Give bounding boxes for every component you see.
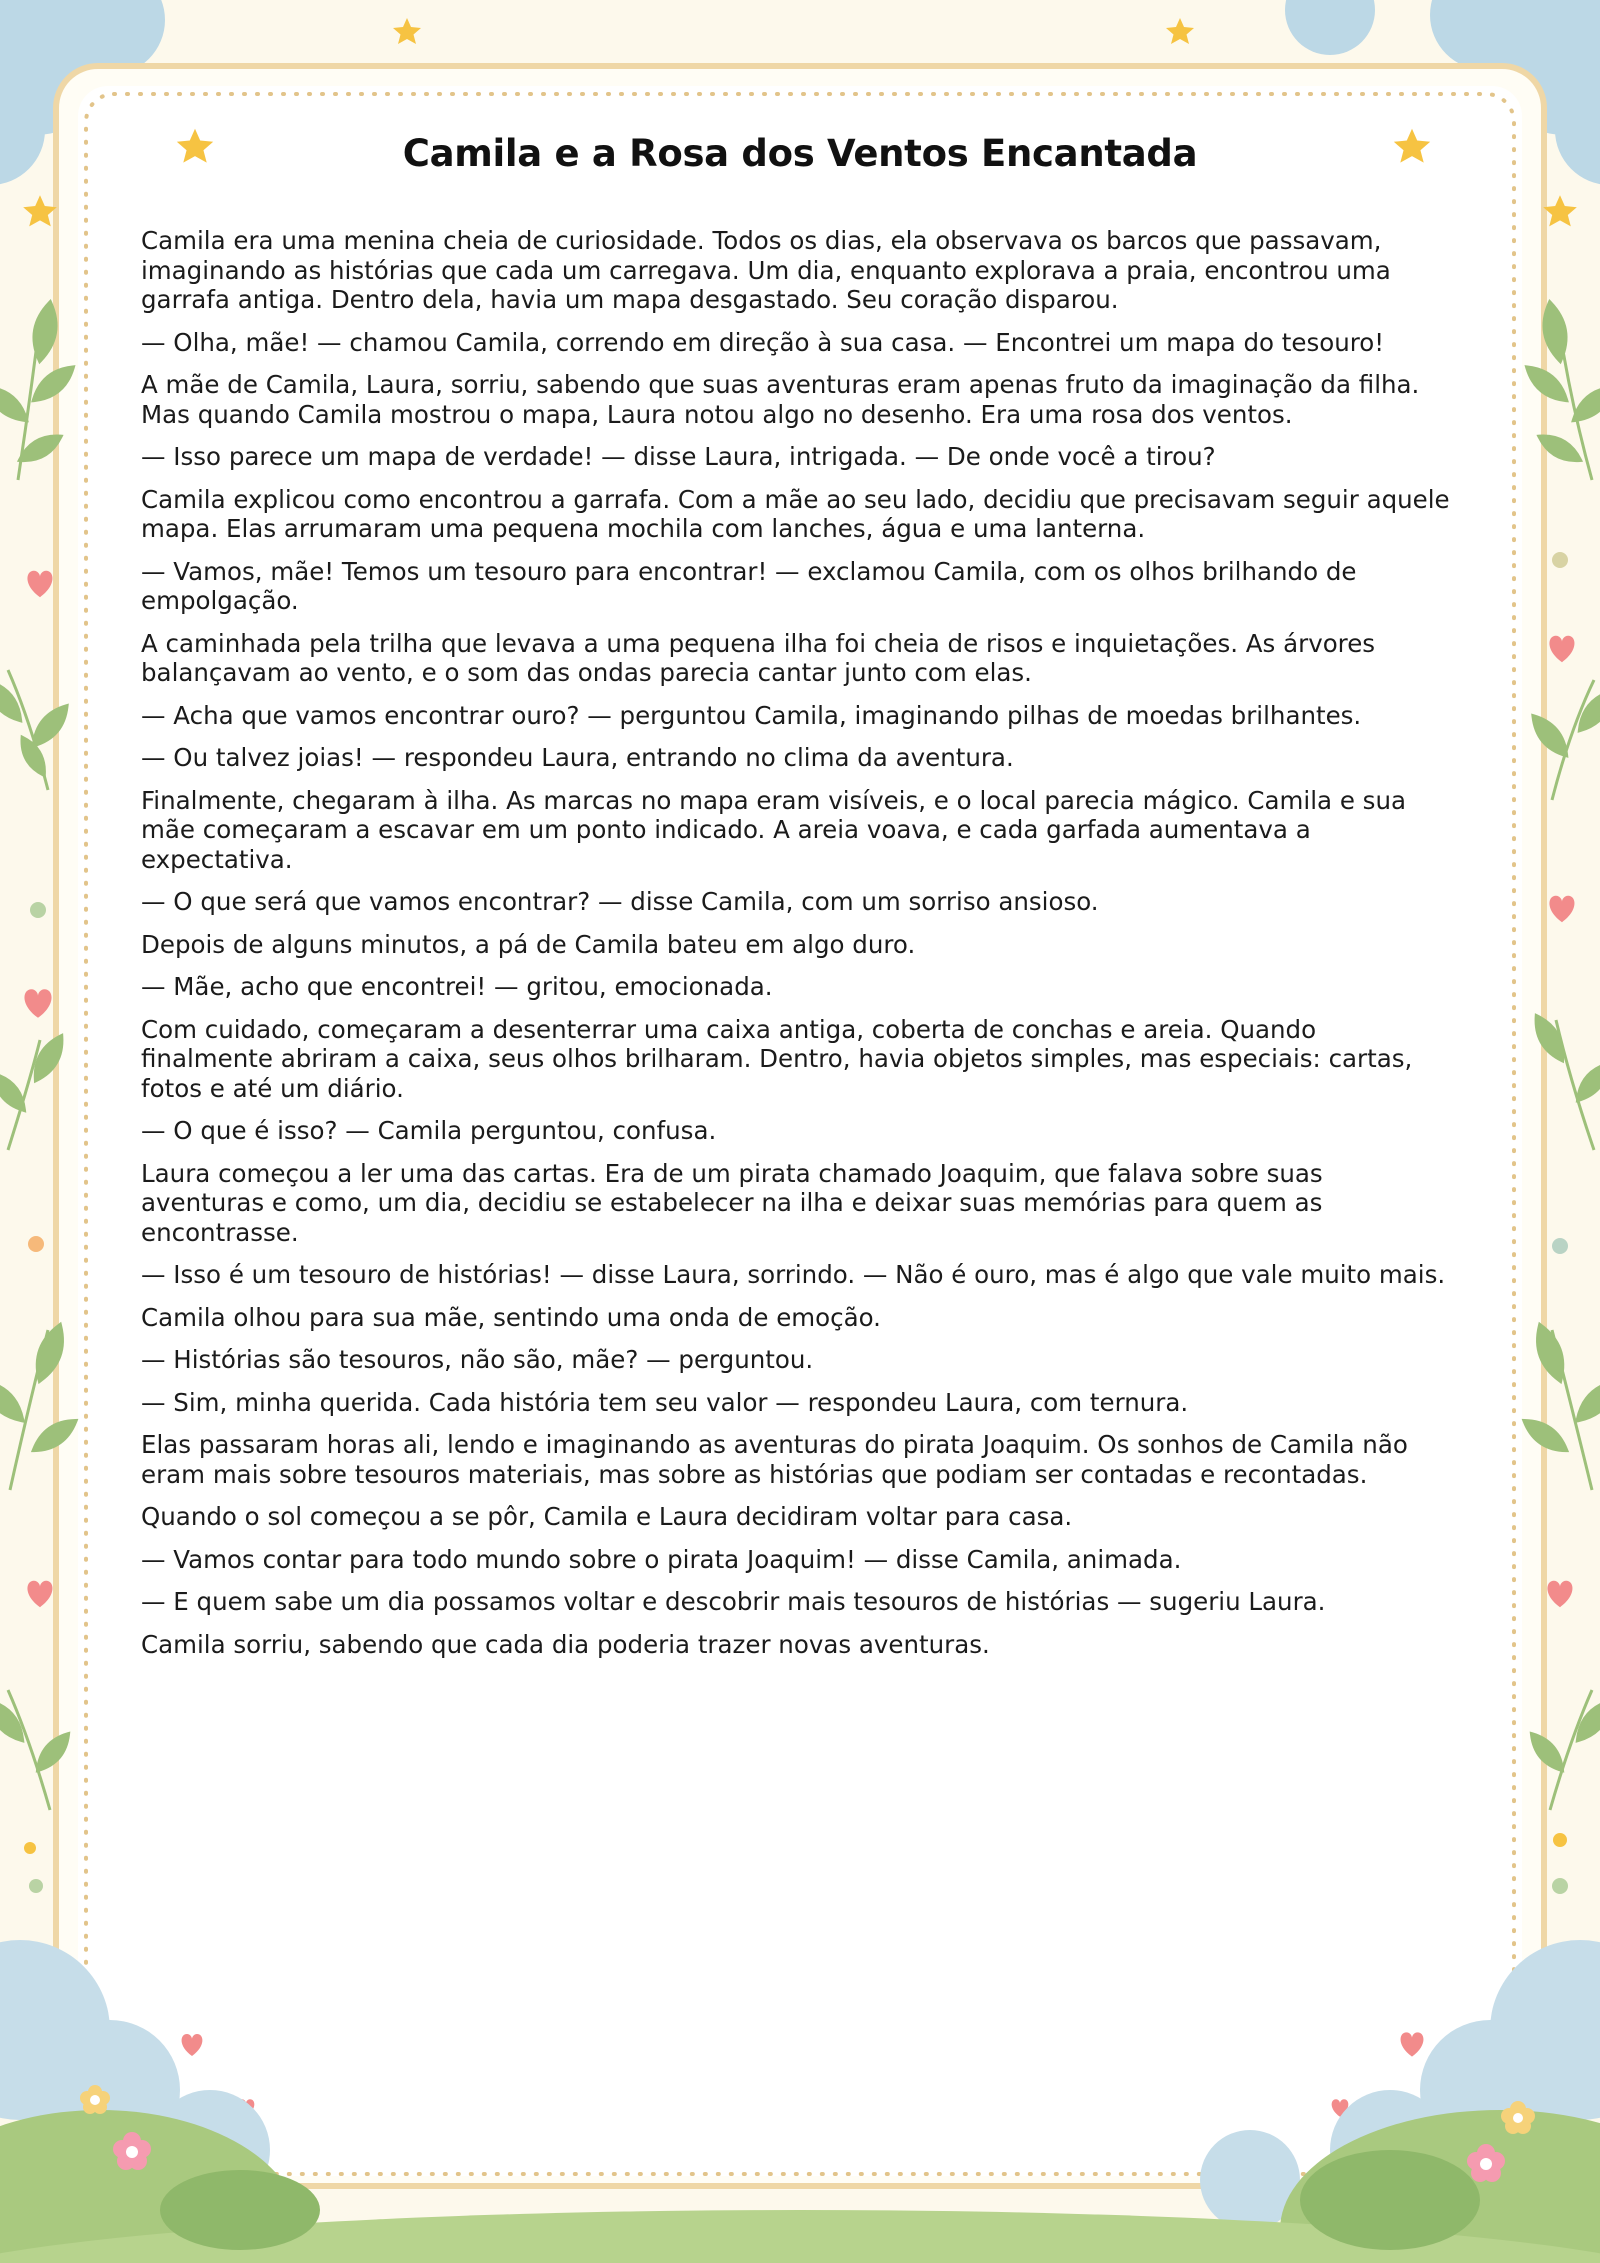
- story-paragraph: — Ou talvez joias! — respondeu Laura, entrando no clima da aventura.: [141, 743, 1014, 772]
- story-paragraph: Camila era uma menina cheia de curiosidade. Todos os dias, ela observava os barcos que passavam, imaginando as histórias que cada um carregava. Um dia, enquanto explorava a praia, encontrou uma garrafa antiga. Dentro dela, havia um mapa desgastado. Seu coração disparou.: [141, 226, 1391, 314]
- story-paragraph: — Vamos, mãe! Temos um tesouro para encontrar! — exclamou Camila, com os olhos brilhando de empolgação.: [141, 556, 1357, 615]
- story-paragraph: — Acha que vamos encontrar ouro? — perguntou Camila, imaginando pilhas de moedas brilhantes.: [141, 700, 1362, 730]
- story-paragraph: Camila sorriu, sabendo que cada dia poderia trazer novas aventuras.: [141, 1629, 990, 1659]
- story-title: Camila e a Rosa dos Ventos Encantada: [402, 132, 1198, 175]
- heart-icon: [24, 989, 51, 1018]
- story-paragraph: — Histórias são tesouros, não são, mãe? — perguntou.: [141, 1345, 814, 1374]
- heart-icon: [28, 571, 53, 597]
- story-paragraph: Quando o sol começou a se pôr, Camila e Laura decidiram voltar para casa.: [141, 1502, 1073, 1531]
- story-paragraph: Finalmente, chegaram à ilha. As marcas no mapa eram visíveis, e o local parecia mágico. Camila e sua mãe começaram a escavar em um ponto indicado. A areia voava, e cada garfada aumentava a expectativa.: [141, 785, 1406, 874]
- story-paragraph: — Vamos contar para todo mundo sobre o pirata Joaquim! — disse Camila, animada.: [141, 1544, 1182, 1574]
- story-paragraph: Com cuidado, começaram a desenterrar uma caixa antiga, coberta de conchas e areia. Quando finalmente abriram a caixa, seus olhos brilharam. Dentro, havia objetos simples, mas especiais: cartas, fotos e até um diário.: [141, 1014, 1413, 1103]
- story-paragraph: — Olha, mãe! — chamou Camila, correndo em direção à sua casa. — Encontrei um mapa do tesouro!: [141, 327, 1385, 357]
- story-paragraph: — E quem sabe um dia possamos voltar e descobrir mais tesouros de histórias — sugeriu Laura.: [141, 1587, 1326, 1616]
- heart-icon: [28, 1581, 53, 1607]
- star-icon: [23, 195, 57, 226]
- story-paragraph: — Isso é um tesouro de histórias! — disse Laura, sorrindo. — Não é ouro, mas é algo que vale muito mais.: [141, 1260, 1446, 1289]
- star-icon: [1166, 18, 1194, 44]
- heart-icon: [1550, 636, 1575, 662]
- heart-icon: [1548, 1581, 1573, 1607]
- story-paragraph: Elas passaram horas ali, lendo e imaginando as aventuras do pirata Joaquim. Os sonhos de Camila não eram mais sobre tesouros materiais, mas sobre as histórias que podiam ser contadas e recontadas.: [141, 1430, 1408, 1489]
- story-paragraph: Laura começou a ler uma das cartas. Era de um pirata chamado Joaquim, que falava sobre suas aventuras e como, um dia, decidiu se estabelecer na ilha e deixar suas memórias para quem as encontrasse.: [141, 1158, 1323, 1247]
- story-body: [141, 226, 1453, 1672]
- story-paragraph: Camila explicou como encontrou a garrafa. Com a mãe ao seu lado, decidiu que precisavam seguir aquele mapa. Elas arrumaram uma pequena mochila com lanches, água e uma lanterna.: [141, 484, 1450, 543]
- story-paragraph: — O que será que vamos encontrar? — disse Camila, com um sorriso ansioso.: [141, 887, 1099, 916]
- story-paragraph: — Sim, minha querida. Cada história tem seu valor — respondeu Laura, com ternura.: [141, 1387, 1189, 1417]
- story-paragraph: Camila olhou para sua mãe, sentindo uma onda de emoção.: [141, 1302, 881, 1332]
- story-paragraph: — Mãe, acho que encontrei! — gritou, emocionada.: [141, 972, 773, 1001]
- story-paragraph: — O que é isso? — Camila perguntou, confusa.: [141, 1116, 717, 1145]
- story-paragraph: Depois de alguns minutos, a pá de Camila bateu em algo duro.: [141, 929, 916, 959]
- story-paragraph: — Isso parece um mapa de verdade! — disse Laura, intrigada. — De onde você a tirou?: [141, 442, 1216, 471]
- star-icon: [393, 18, 421, 44]
- star-icon: [1543, 195, 1577, 226]
- story-paragraph: A caminhada pela trilha que levava a uma pequena ilha foi cheia de risos e inquietações. As árvores balançavam ao vento, e o som das ondas parecia cantar junto com elas.: [141, 628, 1376, 687]
- story-paragraph: A mãe de Camila, Laura, sorriu, sabendo que suas aventuras eram apenas fruto da imaginação da filha. Mas quando Camila mostrou o mapa, Laura notou algo no desenho. Era uma rosa dos ventos.: [141, 370, 1420, 429]
- heart-icon: [1550, 896, 1575, 922]
